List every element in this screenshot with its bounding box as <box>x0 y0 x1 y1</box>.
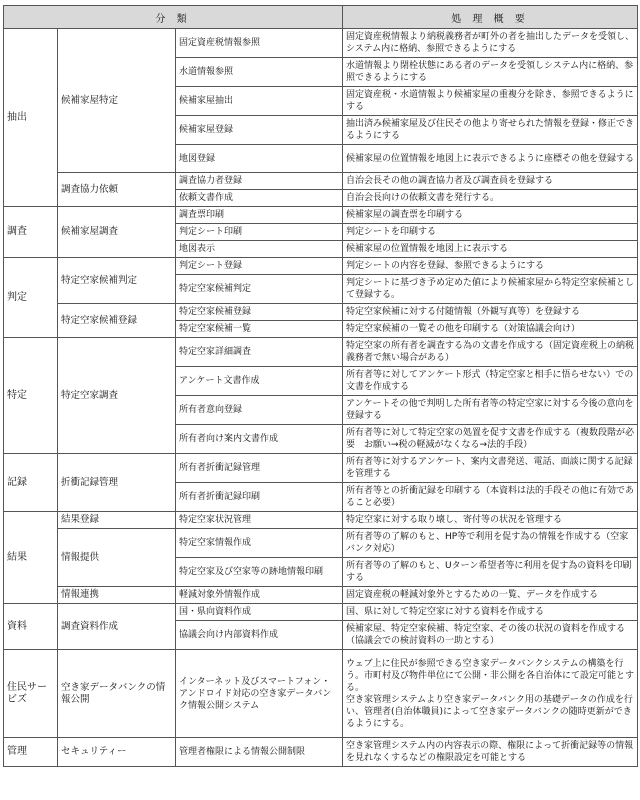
group-cell: 調査資料作成 <box>58 604 176 650</box>
item-cell: 特定空家候補判定 <box>176 275 343 304</box>
item-cell: アンケート文書作成 <box>176 367 343 396</box>
group-cell: 空き家データバンクの情報公開 <box>58 650 176 738</box>
table-row <box>4 173 638 190</box>
description-cell: 特定空家の所有者を調査する為の文書を作成する（固定資産税上の納税義務者で無い場合がある） <box>343 338 638 367</box>
description-cell: 所有者等との折衝記録を印刷する（本資料は法的手段その他に有効であること必要） <box>343 483 638 512</box>
description-cell: 候補家屋、特定空家候補、特定空家、その後の状況の資料を作成する（協議会での検討資料の一助とする） <box>343 621 638 650</box>
table-header-row <box>4 6 638 29</box>
item-cell: 水道情報参照 <box>176 58 343 87</box>
description-cell: 所有者等に対してアンケート形式（特定空家と相手に悟らせない）での文書を作成する <box>343 367 638 396</box>
item-cell: 所有者意向登録 <box>176 396 343 425</box>
description-cell: 自治会長その他の調査協力者及び調査員を登録する <box>343 173 638 190</box>
table-row <box>4 650 638 738</box>
category-cell: 判定 <box>4 258 58 338</box>
group-cell: 結果登録 <box>58 512 176 529</box>
item-cell: 調査票印刷 <box>176 207 343 224</box>
description-cell: 自治会長向けの依頼文書を発行する。 <box>343 190 638 207</box>
table-row <box>4 454 638 483</box>
item-cell: 協議会向け内部資料作成 <box>176 621 343 650</box>
group-cell: 特定空家調査 <box>58 338 176 454</box>
item-cell: 特定空家詳細調査 <box>176 338 343 367</box>
group-cell: 情報連携 <box>58 587 176 604</box>
description-cell: 水道情報より閉栓状態にある者のデータを受領しシステム内に格納、参照できるようにする <box>343 58 638 87</box>
item-cell: 特定空家候補一覧 <box>176 321 343 338</box>
item-cell: 地図表示 <box>176 241 343 258</box>
description-cell: アンケートその他で判明した所有者等の特定空家に対する今後の意向を登録する <box>343 396 638 425</box>
table-row <box>4 587 638 604</box>
classification-table-container <box>3 5 637 767</box>
group-cell: セキュリティー <box>58 738 176 767</box>
description-cell: 判定シートを印刷する <box>343 224 638 241</box>
item-cell: 候補家屋抽出 <box>176 87 343 116</box>
group-cell: 調査協力依頼 <box>58 173 176 207</box>
group-cell: 情報提供 <box>58 529 176 587</box>
category-cell: 資料 <box>4 604 58 650</box>
description-cell: 特定空家候補の一覧その他を印刷する（対策協議会向け） <box>343 321 638 338</box>
group-cell: 特定空家候補登録 <box>58 304 176 338</box>
classification-table <box>3 5 638 767</box>
item-cell: 調査協力者登録 <box>176 173 343 190</box>
description-cell: 所有者等の了解のもと、Uターン希望者等に利用を促す為の資料を印刷する <box>343 558 638 587</box>
item-cell: 固定資産税情報参照 <box>176 29 343 58</box>
item-cell: 管理者権限による情報公開制限 <box>176 738 343 767</box>
category-cell: 結果 <box>4 512 58 604</box>
table-row <box>4 29 638 58</box>
description-cell: 所有者等に対するアンケート、案内文書発送、電話、面談に関する記録を管理する <box>343 454 638 483</box>
description-cell: 候補家屋の位置情報を地図上に表示する <box>343 241 638 258</box>
description-cell: 特定空家候補に対する付随情報（外観写真等）を登録する <box>343 304 638 321</box>
item-cell: 特定空家候補登録 <box>176 304 343 321</box>
group-cell: 候補家屋調査 <box>58 207 176 258</box>
description-cell: 固定資産税・水道情報より候補家屋の重複分を除き、参照できるようにする <box>343 87 638 116</box>
category-cell: 調査 <box>4 207 58 258</box>
description-cell: 候補家屋の位置情報を地図上に表示できるように座標その他を登録する <box>343 145 638 173</box>
item-cell: 判定シート印刷 <box>176 224 343 241</box>
description-cell: 特定空家に対する取り壊し、寄付等の状況を管理する <box>343 512 638 529</box>
description-cell: 国、県に対して特定空家に対する資料を作成する <box>343 604 638 621</box>
group-cell: 特定空家候補判定 <box>58 258 176 304</box>
description-cell: 判定シートの内容を登録、参照できるようにする <box>343 258 638 275</box>
item-cell: 地図登録 <box>176 145 343 173</box>
header-summary: 処 理 概 要 <box>343 6 638 29</box>
description-cell: 候補家屋の調査票を印刷する <box>343 207 638 224</box>
item-cell: 判定シート登録 <box>176 258 343 275</box>
description-cell: 空き家管理システム内の内容表示の際、権限によって折衝記録等の情報を見れなくするなどの権限設定を可能とする <box>343 738 638 767</box>
group-cell: 候補家屋特定 <box>58 29 176 173</box>
table-row <box>4 258 638 275</box>
item-cell: 所有者折衝記録管理 <box>176 454 343 483</box>
description-cell: 抽出済み候補家屋及び住民その他より寄せられた情報を登録・修正できるようにする <box>343 116 638 145</box>
item-cell: 軽減対象外情報作成 <box>176 587 343 604</box>
table-body <box>4 29 638 767</box>
item-cell: 候補家屋登録 <box>176 116 343 145</box>
category-cell: 住民サービズ <box>4 650 58 738</box>
item-cell: 特定空家状況管理 <box>176 512 343 529</box>
description-cell: ウェブ上に住民が参照できる空き家データバンクシステムの構築を行う。市町村及び物件単位にて公開・非公開を各自治体にて設定可能とする。 空き家管理システムより空き家データバンク用の基礎データの作成を行い、管理者(自治体職員)によって空き家データバンクの随時更新ができるようにする。 <box>343 650 638 738</box>
header-category: 分 類 <box>4 6 343 29</box>
group-cell: 折衝記録管理 <box>58 454 176 512</box>
table-row <box>4 738 638 767</box>
table-row <box>4 338 638 367</box>
description-cell: 固定資産税の軽減対象外とするための一覧、データを作成する <box>343 587 638 604</box>
item-cell: 特定空家情報作成 <box>176 529 343 558</box>
category-cell: 記録 <box>4 454 58 512</box>
item-cell: インターネット及びスマートフォン・アンドロイド対応の空き家データバンク情報公開システム <box>176 650 343 738</box>
table-row <box>4 529 638 558</box>
table-row <box>4 604 638 621</box>
item-cell: 国・県向資料作成 <box>176 604 343 621</box>
item-cell: 依頼文書作成 <box>176 190 343 207</box>
table-row <box>4 304 638 321</box>
description-cell: 所有者等の了解のもと、HP等で利用を促す為の情報を作成する（空家バンク対応） <box>343 529 638 558</box>
description-cell: 所有者等に対して特定空家の処置を促す文書を作成する（複数段階が必要 お願い→税の軽減がなくなる→法的手段） <box>343 425 638 454</box>
category-cell: 抽出 <box>4 29 58 207</box>
item-cell: 所有者向け案内文書作成 <box>176 425 343 454</box>
item-cell: 所有者折衝記録印刷 <box>176 483 343 512</box>
category-cell: 管理 <box>4 738 58 767</box>
item-cell: 特定空家及び空家等の跡地情報印刷 <box>176 558 343 587</box>
category-cell: 特定 <box>4 338 58 454</box>
description-cell: 固定資産税情報より納税義務者が町外の者を抽出したデータを受領し、システム内に格納、参照できるようにする <box>343 29 638 58</box>
description-cell: 判定シートに基づき予め定めた値により候補家屋から特定空家候補として登録する。 <box>343 275 638 304</box>
table-row <box>4 207 638 224</box>
table-row <box>4 512 638 529</box>
